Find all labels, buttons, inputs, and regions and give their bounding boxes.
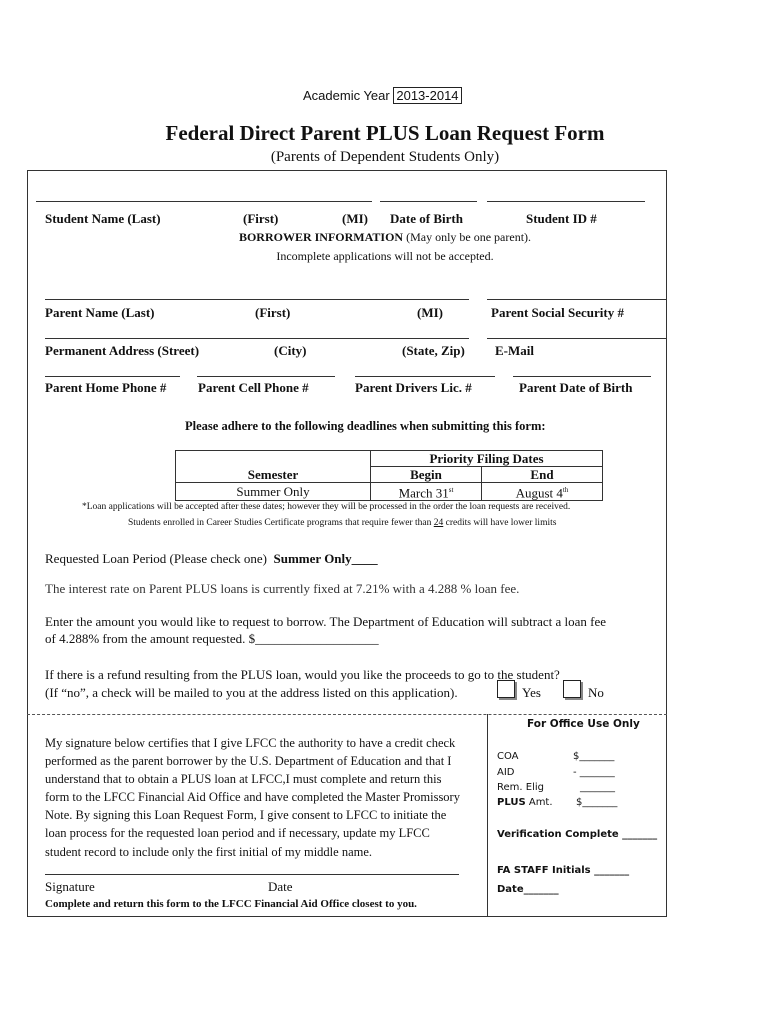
parent-drivers-lic-line[interactable] xyxy=(355,376,495,377)
parent-address-line[interactable] xyxy=(45,338,469,339)
row-begin-sup: st xyxy=(448,486,454,494)
parent-state-zip-label: (State, Zip) xyxy=(402,343,465,358)
student-mi-label: (MI) xyxy=(342,211,368,226)
signature-text xyxy=(45,734,460,861)
office-plus-bold: PLUS xyxy=(497,797,526,808)
col-begin: Begin xyxy=(371,467,482,483)
office-aid-value[interactable]: - _______ xyxy=(573,767,615,778)
parent-first-label: (First) xyxy=(255,305,291,320)
amount-line-1: Enter the amount you would like to request to borrow. The Department of Education will subtract a loan fee xyxy=(45,614,607,629)
borrower-info xyxy=(0,230,770,245)
loan-period-option[interactable]: Summer Only____ xyxy=(273,551,378,566)
yes-checkbox[interactable] xyxy=(497,680,515,698)
parent-dob-line[interactable] xyxy=(513,376,651,377)
office-plus-value[interactable]: $_______ xyxy=(576,797,618,808)
office-title: For Office Use Only xyxy=(527,718,640,730)
no-checkbox[interactable] xyxy=(563,680,581,698)
deadline-note-2 xyxy=(128,518,556,528)
parent-city-label: (City) xyxy=(274,343,307,358)
student-id-label: Student ID # xyxy=(526,211,597,226)
form-title: Federal Direct Parent PLUS Loan Request Form xyxy=(165,121,605,145)
signature-line[interactable] xyxy=(45,874,459,875)
office-verification[interactable]: Verification Complete _______ xyxy=(497,829,658,840)
signature-line-1: My signature below certifies that I give LFCC the authority to have a credit check xyxy=(45,736,456,750)
office-coa: COA xyxy=(497,751,519,762)
priority-header: Priority Filing Dates xyxy=(371,451,603,467)
note2-part-c: credits will have lower limits xyxy=(443,518,557,528)
table-row xyxy=(176,483,603,501)
office-coa-value[interactable]: $_______ xyxy=(573,751,615,762)
table-blank-cell xyxy=(176,451,371,467)
section-divider xyxy=(27,714,667,715)
student-first-label: (First) xyxy=(243,211,279,226)
row-begin-text: March 31 xyxy=(398,485,449,501)
incomplete-note: Incomplete applications will not be accepted. xyxy=(276,249,494,263)
col-semester: Semester xyxy=(176,467,371,483)
parent-email-line[interactable] xyxy=(487,338,666,339)
deadline-note-1: *Loan applications will be accepted after these dates; however they will be processed in the order the loan requests are received. xyxy=(82,502,571,512)
signature-line-3: understand that to obtain a PLUS loan at LFCC,I must complete and return this xyxy=(45,772,442,787)
row-end-sup: th xyxy=(562,486,569,494)
student-id-line[interactable] xyxy=(487,201,645,202)
academic-year-value: 2013-2014 xyxy=(393,87,461,104)
office-plus-amt xyxy=(497,797,553,808)
frame-left xyxy=(27,170,28,917)
priority-filing-table xyxy=(175,450,603,501)
signature-line-5: Note. By signing this Loan Request Form, I give consent to LFCC to initiate the xyxy=(45,808,447,823)
refund-line-2: (If “no”, a check will be mailed to you at the address listed on this application). xyxy=(45,685,458,700)
parent-dob-label: Parent Date of Birth xyxy=(519,380,633,395)
parent-home-phone-line[interactable] xyxy=(45,376,180,377)
loan-period xyxy=(45,551,378,567)
parent-home-phone-label: Parent Home Phone # xyxy=(45,380,167,395)
student-dob-line[interactable] xyxy=(380,201,477,202)
row-end-text: August 4 xyxy=(515,485,563,501)
loan-period-label: Requested Loan Period (Please check one) xyxy=(45,551,268,566)
no-label: No xyxy=(588,685,604,700)
borrower-info-note: (May only be one parent). xyxy=(403,230,532,244)
yes-label: Yes xyxy=(522,685,541,700)
frame-top xyxy=(27,170,667,171)
parent-mi-label: (MI) xyxy=(417,305,443,320)
student-name-line[interactable] xyxy=(36,201,372,202)
frame-bottom xyxy=(27,916,667,917)
office-plus-rest: Amt. xyxy=(525,797,553,808)
parent-ssn-line[interactable] xyxy=(487,299,666,300)
academic-year xyxy=(303,88,462,103)
office-divider xyxy=(487,714,488,916)
frame-right xyxy=(666,170,667,917)
student-last-label: Student Name (Last) xyxy=(45,211,161,226)
parent-last-label: Parent Name (Last) xyxy=(45,305,155,320)
office-date[interactable]: Date_______ xyxy=(497,884,559,895)
parent-drivers-lic-label: Parent Drivers Lic. # xyxy=(355,380,472,395)
row-begin xyxy=(371,483,482,501)
signature-line-7: student record to include only the first initial of my middle name. xyxy=(45,844,373,859)
form-subtitle: (Parents of Dependent Students Only) xyxy=(270,149,500,165)
signature-line-4: form to the LFCC Financial Aid Office and have completed the Master Promissory xyxy=(45,790,460,805)
date-label: Date xyxy=(268,879,293,894)
signature-line-2: performed as the parent borrower by the U.S. Department of Education and that I xyxy=(45,754,452,769)
row-end xyxy=(482,483,603,501)
col-end: End xyxy=(482,467,603,483)
office-rem-value[interactable]: _______ xyxy=(580,782,615,793)
refund-line-1: If there is a refund resulting from the PLUS loan, would you like the proceeds to go to the student? xyxy=(45,667,560,682)
office-rem-elig: Rem. Elig xyxy=(497,782,544,793)
row-semester: Summer Only xyxy=(176,483,371,501)
signature-label: Signature xyxy=(45,879,95,894)
interest-rate: The interest rate on Parent PLUS loans is currently fixed at 7.21% with a 4.288 % loan fee. xyxy=(45,581,520,596)
parent-address-label: Permanent Address (Street) xyxy=(45,343,200,358)
academic-year-label: Academic Year xyxy=(303,88,390,103)
deadlines-intro: Please adhere to the following deadlines when submitting this form: xyxy=(185,419,546,433)
office-aid: AID xyxy=(497,767,515,778)
parent-cell-phone-label: Parent Cell Phone # xyxy=(198,380,309,395)
note2-part-a: Students enrolled in Career Studies Certificate programs that require fewer than xyxy=(128,518,434,528)
return-note: Complete and return this form to the LFCC Financial Aid Office closest to you. xyxy=(45,898,417,910)
office-fa-staff[interactable]: FA STAFF Initials _______ xyxy=(497,865,630,876)
borrower-info-heading: BORROWER INFORMATION xyxy=(238,230,404,244)
student-dob-label: Date of Birth xyxy=(390,211,463,226)
amount-line-2[interactable]: of 4.288% from the amount requested. $___________________ xyxy=(45,631,379,646)
parent-cell-phone-line[interactable] xyxy=(197,376,335,377)
parent-ssn-label: Parent Social Security # xyxy=(491,305,624,320)
note2-credits: 24 xyxy=(433,518,444,528)
signature-line-6: loan process for the requested loan period and if necessary, update my LFCC xyxy=(45,826,430,841)
parent-name-line[interactable] xyxy=(45,299,469,300)
parent-email-label: E-Mail xyxy=(495,343,534,358)
